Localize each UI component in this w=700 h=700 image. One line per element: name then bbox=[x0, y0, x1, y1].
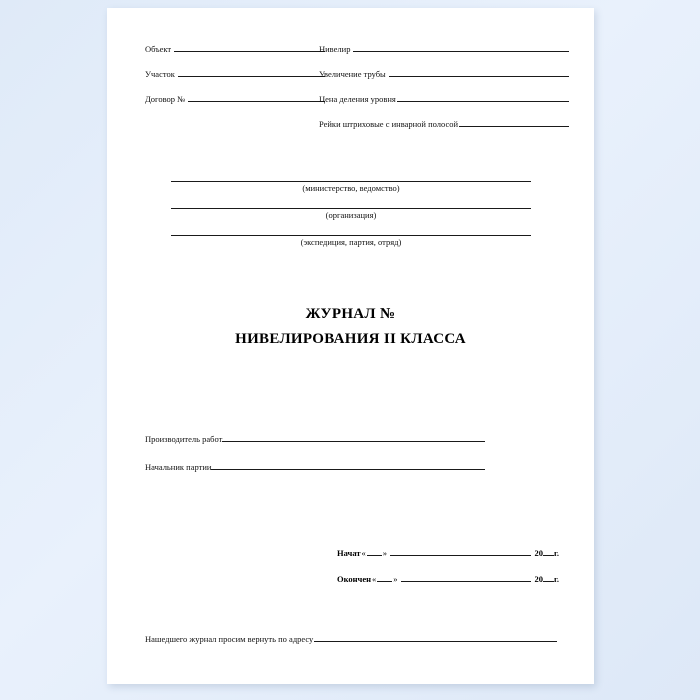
signature-row-nachalnik bbox=[145, 460, 485, 472]
org-caption-organization: (организация) bbox=[325, 210, 377, 220]
date-quote-close-started: » bbox=[382, 548, 388, 558]
date-row-finished bbox=[337, 572, 559, 584]
date-month-input-finished[interactable] bbox=[401, 572, 532, 582]
field-row-uchastok bbox=[145, 67, 325, 81]
field-label-cena-deleniya-urovnya: Цена деления уровня bbox=[319, 94, 396, 104]
signature-row-proizvoditel bbox=[145, 432, 485, 444]
field-row-uvelichenie-truby bbox=[319, 67, 569, 81]
top-fields-left-column bbox=[145, 42, 325, 117]
field-row-dogovor bbox=[145, 92, 325, 106]
field-label-nivelir: Нивелир bbox=[319, 44, 351, 54]
field-label-reyki-shtrihovye: Рейки штриховые с инварной полосой bbox=[319, 119, 459, 129]
document-title bbox=[107, 302, 594, 352]
field-label-uchastok: Участок bbox=[145, 69, 175, 79]
title-line-2: НИВЕЛИРОВАНИЯ II КЛАССА bbox=[235, 331, 466, 347]
return-address-input[interactable] bbox=[314, 632, 557, 642]
field-input-uchastok[interactable] bbox=[178, 67, 325, 77]
org-caption-ministry: (министерство, ведомство) bbox=[302, 183, 400, 193]
date-month-input-started[interactable] bbox=[390, 546, 531, 556]
signature-input-proizvoditel[interactable] bbox=[222, 432, 485, 442]
document-content bbox=[107, 8, 594, 684]
org-line-organization[interactable] bbox=[171, 207, 531, 209]
field-label-uvelichenie-truby: Увеличение трубы bbox=[319, 69, 386, 79]
dates-block bbox=[337, 546, 559, 598]
date-year-input-finished[interactable] bbox=[543, 572, 554, 582]
return-address-row bbox=[145, 632, 557, 644]
signatures-block bbox=[145, 432, 485, 488]
field-input-cena-deleniya-urovnya[interactable] bbox=[397, 92, 569, 102]
org-line-expedition[interactable] bbox=[171, 234, 531, 236]
organization-block bbox=[171, 180, 531, 247]
date-quote-close-finished: » bbox=[393, 574, 398, 584]
field-input-reyki-shtrihovye[interactable] bbox=[459, 117, 569, 127]
date-label-started: Начат bbox=[337, 548, 361, 558]
date-year-input-started[interactable] bbox=[543, 546, 554, 556]
signature-label-nachalnik: Начальник партии bbox=[145, 462, 212, 472]
date-quote-open-started: « bbox=[361, 548, 366, 558]
date-year-suffix-finished: г. bbox=[553, 574, 559, 584]
field-input-uvelichenie-truby[interactable] bbox=[389, 67, 569, 77]
title-line-1: ЖУРНАЛ № bbox=[305, 306, 396, 322]
field-input-dogovor[interactable] bbox=[188, 92, 325, 102]
field-row-cena-deleniya-urovnya bbox=[319, 92, 569, 106]
date-label-finished: Окончен bbox=[337, 574, 372, 584]
signature-input-nachalnik[interactable] bbox=[211, 460, 485, 470]
date-quote-open-finished: « bbox=[372, 574, 377, 584]
field-row-reyki-shtrihovye bbox=[319, 117, 569, 131]
return-address-block bbox=[145, 632, 557, 644]
org-caption-expedition: (экспедиция, партия, отряд) bbox=[300, 237, 402, 247]
date-day-input-started[interactable] bbox=[367, 546, 382, 556]
document-page bbox=[107, 8, 594, 684]
field-input-nivelir[interactable] bbox=[353, 42, 569, 52]
field-input-object[interactable] bbox=[174, 42, 325, 52]
signature-label-proizvoditel: Производитель работ bbox=[145, 434, 223, 444]
date-year-suffix-started: г. bbox=[553, 548, 559, 558]
field-row-nivelir bbox=[319, 42, 569, 56]
field-row-object bbox=[145, 42, 325, 56]
return-address-label: Нашедшего журнал просим вернуть по адресу bbox=[145, 634, 314, 644]
date-day-input-finished[interactable] bbox=[377, 572, 392, 582]
date-year-prefix-started: 20 bbox=[534, 548, 543, 558]
date-year-prefix-finished: 20 bbox=[534, 574, 543, 584]
top-fields-right-column bbox=[319, 42, 569, 142]
date-row-started bbox=[337, 546, 559, 558]
field-label-dogovor: Договор № bbox=[145, 94, 186, 104]
field-label-object: Объект bbox=[145, 44, 172, 54]
org-line-ministry[interactable] bbox=[171, 180, 531, 182]
